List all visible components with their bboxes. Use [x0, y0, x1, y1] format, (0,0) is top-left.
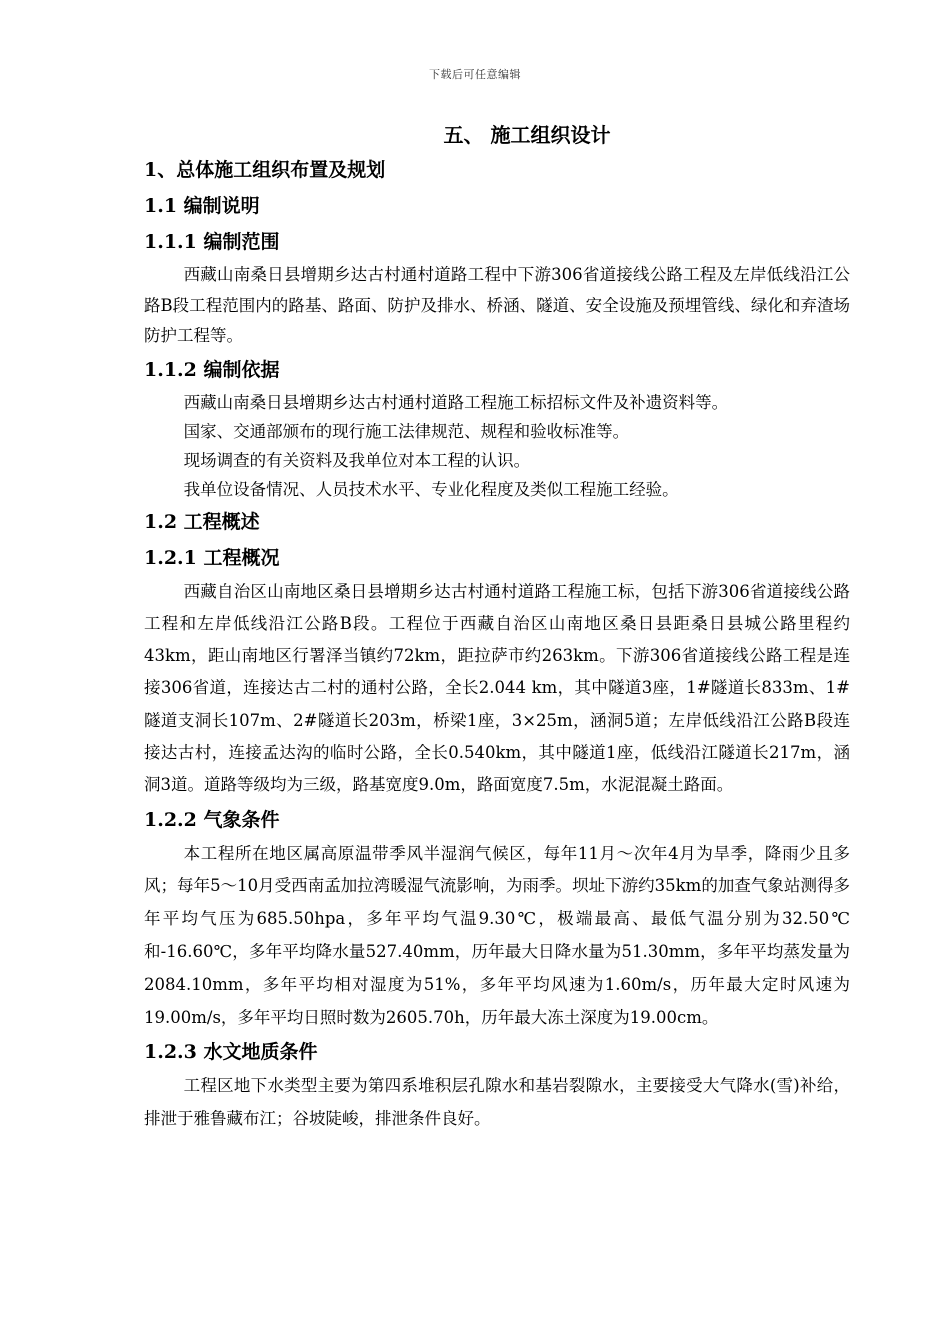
heading-1-2: 1.2 工程概述: [144, 510, 260, 533]
heading-1-2-2: 1.2.2 气象条件: [144, 808, 280, 831]
overview-paragraph: 西藏自治区山南地区桑日县增期乡达古村通村道路工程施工标，包括下游306省道接线公路工程和左岸低线沿江公路B段。工程位于西藏自治区山南地区桑日县距桑日县城公路里程约43km，距山南地区行署泽当镇约72km，距拉萨市约263km。下游306省道接线公路工程是连接306省道，连接达古二村的通村公路，全长2.044 km，其中隧道3座，1#隧道长833m、1#隧道支洞长107m、2#隧道长203m，桥梁1座，3×25m，涵洞5道；左岸低线沿江公路B段连接达古村，连接孟达沟的临时公路，全长0.540km，其中隧道1座，低线沿江隧道长217m，涵洞3道。道路等级均为三级，路基宽度9.0m，路面宽度7.5m，水泥混凝土路面。: [144, 581, 850, 795]
basis-item: 我单位设备情况、人员技术水平、专业化程度及类似工程施工经验。: [183, 479, 679, 499]
basis-item: 现场调查的有关资料及我单位对本工程的认识。: [183, 450, 531, 470]
heading-1-1-2: 1.1.2 编制依据: [144, 358, 280, 381]
hydrogeology-paragraph: 工程区地下水类型主要为第四系堆积层孔隙水和基岩裂隙水，主要接受大气降水(雪)补给，排泄于雅鲁藏布江；谷坡陡峻，排泄条件良好。: [144, 1076, 850, 1129]
document-body: [144, 118, 850, 1136]
header-note: 下载后可任意编辑: [429, 68, 521, 81]
scope-paragraph: 西藏山南桑日县增期乡达古村通村道路工程中下游306省道接线公路工程及左岸低线沿江公路B段工程范围内的路基、路面、防护及排水、桥涵、隧道、安全设施及预埋管线、绿化和弃渣场防护工程等。: [144, 265, 850, 345]
heading-1-2-1: 1.2.1 工程概况: [144, 546, 280, 569]
basis-item: 西藏山南桑日县增期乡达古村通村道路工程施工标招标文件及补遗资料等。: [183, 392, 729, 412]
heading-1-1-1: 1.1.1 编制范围: [144, 231, 280, 253]
heading-1-1: 1.1 编制说明: [144, 195, 260, 217]
heading-1-2-3: 1.2.3 水文地质条件: [144, 1041, 318, 1064]
heading-1: 1、总体施工组织布置及规划: [144, 159, 386, 181]
chapter-title: 五、 施工组织设计: [443, 123, 611, 147]
weather-paragraph: 本工程所在地区属高原温带季风半湿润气候区，每年11月～次年4月为旱季，降雨少且多风；每年5～10月受西南孟加拉湾暖湿气流影响，为雨季。坝址下游约35km的加查气象站测得多年平均气压为685.50hpa，多年平均气温9.30℃，极端最高、最低气温分别为32.50℃和-16.60℃，多年平均降水量527.40mm，历年最大日降水量为51.30mm，多年平均蒸发量为2084.10mm，多年平均相对湿度为51%，多年平均风速为1.60m/s，历年最大定时风速为19.00m/s，多年平均日照时数为2605.70h，历年最大冻土深度为19.00cm。: [144, 843, 850, 1027]
basis-item: 国家、交通部颁布的现行施工法律规范、规程和验收标准等。: [183, 421, 630, 441]
